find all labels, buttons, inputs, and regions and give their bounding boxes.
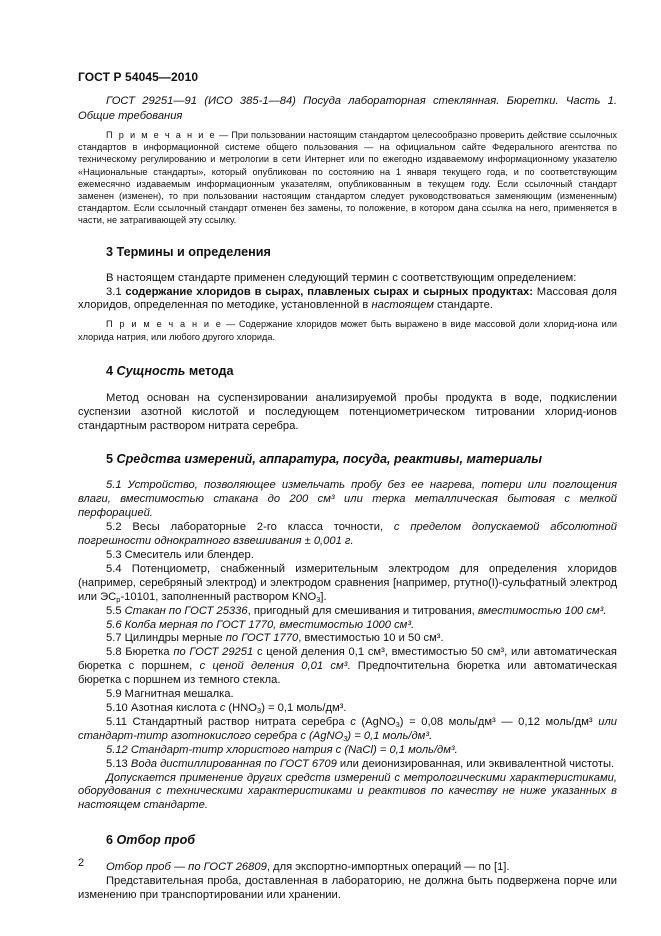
item-5-3: 5.3 Смеситель или блендер. — [106, 549, 254, 561]
item-text: 5.11 Стандартный раствор нитрата серебра — [106, 715, 351, 728]
heading-italic: Сущность — [116, 363, 186, 378]
item-text: ) = 0,1 моль/дм³. — [261, 701, 347, 714]
item-text: 5.2 Весы лабораторные 2-го класса точности, — [106, 521, 394, 534]
item-text: ) = 0,08 моль/дм³ — 0,12 моль/дм³ — [399, 715, 599, 728]
item-5-1: 5.1 Устройство, позволяющее измельчать пробу без ее нагрева, потери или поглощения влаги, вместимостью стакана до 200 см³ или терка металлическая бытовая с мелкой перфорацией. — [78, 479, 617, 520]
term-name: содержание хлоридов в сырах, плавленых сырах и сырных продуктах: — [125, 285, 533, 298]
item-text: ]. — [320, 590, 327, 603]
section-6-p2: Представительная проба, доставленная в лабораторию, не должна быть подвержена порче или изменению при транспортировании или хранении. — [78, 875, 617, 902]
term-definition-end: стандарте. — [433, 299, 494, 312]
section-3-note — [78, 318, 617, 342]
item-text: 5.4 Потенциометр, снабженный измерительным электродом для определения хлоридов (например, серебряный электрод) и электродом сравнения [например, ртутно(I)-сульфатный электрод или ЭС — [78, 562, 617, 603]
item-text: , вместимостью 10 и 50 см³. — [298, 632, 444, 645]
section-number: 4 — [106, 363, 117, 378]
item-text-italic: по ГОСТ 1770 — [225, 632, 299, 645]
item-text: 5.7 Цилиндры мерные — [106, 632, 226, 645]
term-3-1 — [78, 286, 617, 314]
term-number: 3.1 — [106, 285, 126, 298]
section-5-list — [78, 479, 617, 813]
document-header: ГОСТ Р 54045—2010 — [78, 70, 199, 84]
item-text: (HNO — [225, 701, 258, 714]
item-5-11 — [78, 716, 617, 744]
page-number: 2 — [78, 857, 85, 869]
item-text-italic: Вода дистиллированная по ГОСТ 6709 — [130, 757, 337, 770]
item-text: 5.8 Бюретка — [106, 646, 174, 659]
item-text: , для экспортно-импортных операций — по [1]. — [266, 861, 510, 874]
section-5-heading — [78, 451, 617, 467]
subscript: 3 — [316, 594, 321, 604]
item-text-italic: Отбор проб — по ГОСТ 26809 — [106, 861, 267, 874]
term-definition-italic: настоящем — [371, 299, 434, 312]
item-text-italic: вместимостью 100 см³. — [477, 604, 607, 617]
heading-text: Средства измерений, аппаратура, посуда, реактивы, материалы — [116, 452, 543, 467]
section-4-heading — [78, 363, 617, 379]
heading-text: Отбор проб — [116, 833, 196, 848]
subscript: 3 — [395, 719, 400, 729]
section-3-heading: 3 Термины и определения — [106, 244, 271, 259]
reference-note — [78, 129, 617, 227]
item-5-7 — [78, 632, 617, 646]
item-number: 5.5 — [106, 604, 125, 617]
item-5-5 — [78, 605, 617, 619]
document-content — [78, 94, 617, 903]
item-text: -10101, заполненный раствором KNO — [120, 590, 317, 603]
item-5-4 — [78, 563, 617, 605]
note-text: — При пользовании настоящим стандартом целесообразно проверить действие ссылочных стандартов в информационной системе общего пользования — на официальном сайте Федерального агентства по техническому регулированию и метрологии в сети Интернет или по ежегодно издаваемому информационному указателю «Национальные стандарты», который опубликован по состоянию на 1 января текущего года, и по соответствующим ежемесячно издаваемым информационным указателям, опубликованным в текущем году. Если ссылочный стандарт заменен (изменен), то при пользовании настоящим стандартом следует руководствоваться заменяющим (измененным) стандартом. Если ссылочный стандарт отменен без замены, то положение, в котором дана ссылка на него, применяется в части, не затрагивающей эту ссылку. — [78, 130, 618, 226]
item-text-italic: или стандарт-титр азотнокислого серебра c (AgNO — [78, 715, 617, 742]
heading-rest: метода — [185, 363, 234, 378]
item-text: , пригодный для смешивания и титрования, — [247, 604, 478, 617]
item-text: или деионизированная, или эквивалентной чистоты. — [336, 757, 615, 770]
normative-reference: ГОСТ 29251—91 (ИСО 385-1—84) Посуда лабораторная стеклянная. Бюретки. Часть 1. Общие требования — [78, 95, 617, 122]
item-5-remark: Допускается применение других средств измерений с метрологическими характеристиками, оборудования с техническими характеристиками и реактивов по качеству не ниже указанных в настоящем стандарте. — [78, 771, 617, 812]
item-5-9: 5.9 Магнитная мешалка. — [106, 688, 234, 701]
item-text-italic: c — [350, 715, 356, 728]
section-number: 5 — [106, 452, 117, 467]
section-6-p1 — [78, 861, 617, 875]
item-number: 5.13 — [106, 757, 131, 770]
note-label: П р и м е ч а н и е — [106, 130, 217, 140]
item-5-13 — [78, 758, 617, 772]
subscript: 3 — [257, 705, 262, 715]
section-number: 6 — [106, 833, 117, 848]
term-definition: Массовая доля хлоридов, определенная по методике, установленной в — [78, 285, 617, 312]
item-5-12: 5.12 Стандарт-титр хлористого натрия c (NaCl) = 0,1 моль/дм³. — [106, 743, 458, 756]
note-text: — Содержание хлоридов может быть выражено в виде массовой доли хлорид-иона или хлорида натрия, или любого другого хлорида. — [78, 319, 617, 342]
item-text-italic: с ценой деления 0,01 см³ — [199, 660, 348, 673]
item-5-6: 5.6 Колба мерная по ГОСТ 1770, вместимостью 1000 см³. — [106, 618, 415, 631]
section-4-text: Метод основан на суспензировании анализируемой пробы продукта в воде, подкислении суспензии азотной кислотой и последующем потенциометрическом титровании хлорид-ионов стандартным раствором нитрата серебра. — [78, 391, 617, 432]
item-text: с ценой деления 0,1 см³, вместимостью 50 см³, или автоматическая бюретка с поршнем, — [78, 646, 617, 673]
section-3-intro: В настоящем стандарте применен следующий термин с соответствующим определением: — [106, 271, 577, 284]
item-text-italic: ) = 0,1 моль/дм³. — [347, 729, 433, 742]
item-5-8 — [78, 646, 617, 688]
item-text-italic: c — [219, 701, 226, 714]
item-text: . Предпочтительна бюретка или автоматическая бюретка с поршнем из темного стекла. — [78, 660, 617, 687]
section-6-heading — [78, 832, 617, 848]
item-text: (AgNO — [355, 715, 396, 728]
item-text-italic: Стакан по ГОСТ 25336 — [124, 604, 248, 617]
subscript: р — [116, 594, 121, 604]
item-text-italic: по ГОСТ 29251 — [173, 646, 254, 659]
subscript: 3 — [343, 733, 348, 743]
note-label: П р и м е ч а н и е — [106, 319, 223, 330]
item-5-10 — [78, 702, 617, 716]
item-text: 5.10 Азотная кислота — [106, 701, 220, 714]
item-text-italic: с пределом допускаемой абсолютной погрешности однократного взвешивания ± 0,001 г. — [78, 521, 617, 548]
item-5-2 — [78, 521, 617, 549]
